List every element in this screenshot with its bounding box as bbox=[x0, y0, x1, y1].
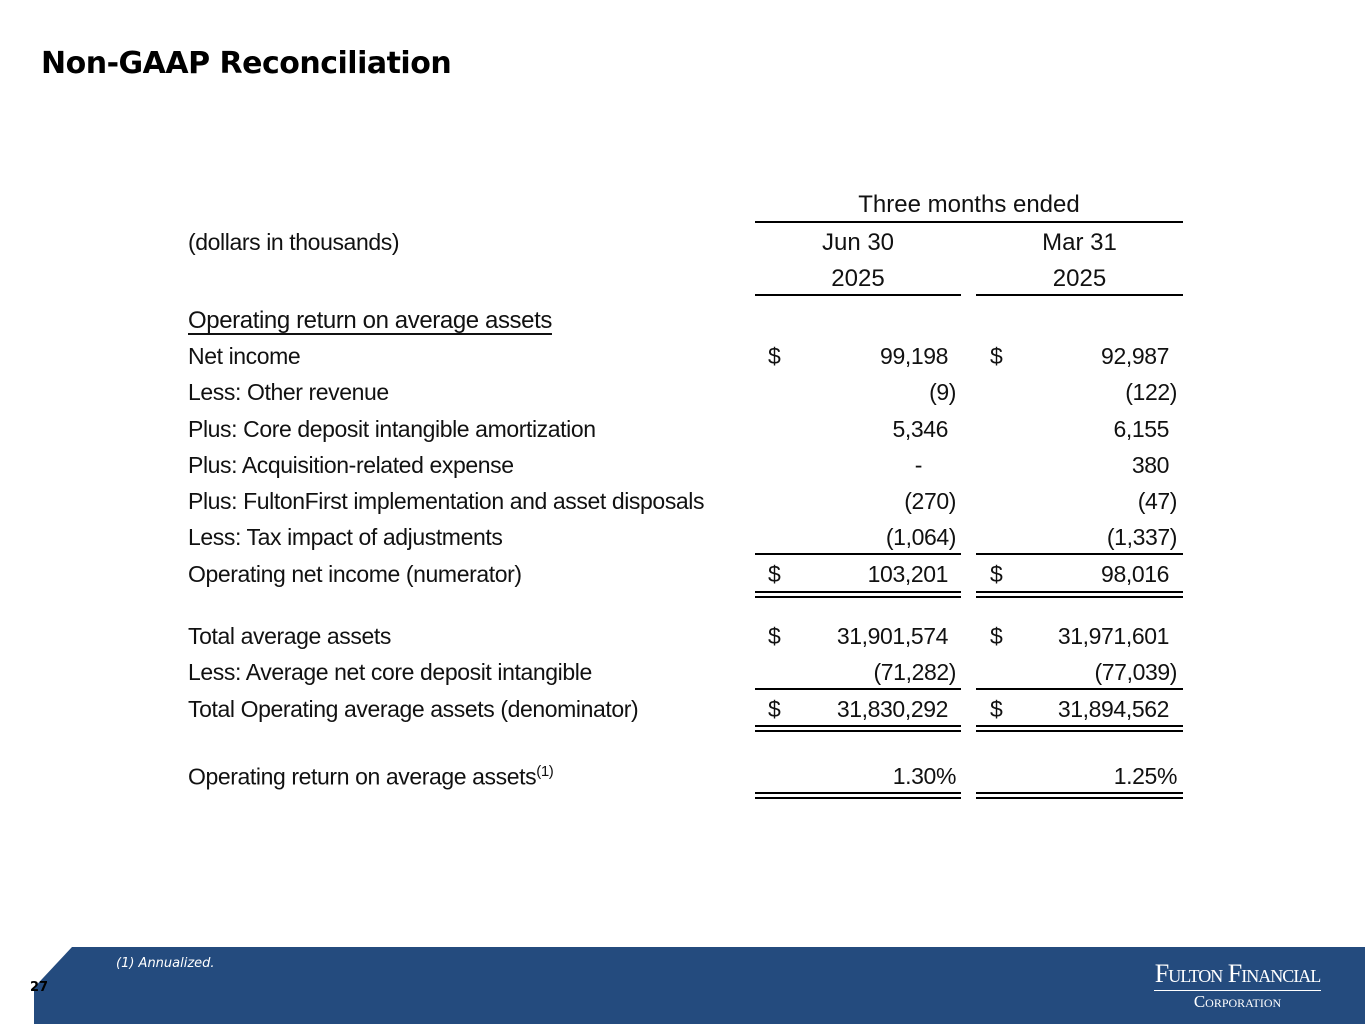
dollar-sign: $ bbox=[768, 696, 781, 722]
value-tax-impact-mar: (1,337) bbox=[1106, 524, 1177, 550]
logo-line2: Corporation bbox=[1193, 992, 1282, 1011]
fulton-financial-logo bbox=[1150, 960, 1325, 1011]
value-cdi-amortization-mar: 6,155 bbox=[1113, 416, 1169, 442]
row-label-operating-net-income: Operating net income (numerator) bbox=[188, 561, 522, 587]
units-label: (dollars in thousands) bbox=[188, 229, 400, 255]
group-header-rule bbox=[755, 221, 1183, 223]
row-label-total-operating-average-assets: Total Operating average assets (denominator) bbox=[188, 696, 639, 722]
value-average-net-cdi-mar: (77,039) bbox=[1094, 659, 1177, 685]
footnote-text: (1) Annualized. bbox=[116, 956, 215, 971]
row-label-tax-impact: Less: Tax impact of adjustments bbox=[188, 524, 503, 550]
subtotal-rule-4 bbox=[976, 688, 1183, 690]
row-label-operating-roaa bbox=[188, 763, 553, 791]
subtotal-rule-1 bbox=[755, 553, 961, 555]
value-total-average-assets-jun: 31,901,574 bbox=[836, 623, 948, 649]
row-label-operating-roaa-text: Operating return on average assets bbox=[188, 763, 537, 790]
total-double-rule-1 bbox=[755, 591, 961, 598]
dollar-sign: $ bbox=[768, 623, 781, 649]
row-label-cdi-amortization: Plus: Core deposit intangible amortization bbox=[188, 416, 596, 442]
group-header: Three months ended bbox=[858, 191, 1080, 218]
value-operating-roaa-jun: 1.30% bbox=[892, 763, 956, 789]
section-title: Operating return on average assets bbox=[188, 307, 552, 334]
value-other-revenue-jun: (9) bbox=[929, 379, 956, 405]
dollar-sign: $ bbox=[768, 561, 781, 587]
subtotal-rule-3 bbox=[755, 688, 961, 690]
row-label-acquisition-expense: Plus: Acquisition-related expense bbox=[188, 452, 514, 478]
total-double-rule-5 bbox=[755, 792, 961, 799]
dollar-sign: $ bbox=[768, 343, 781, 369]
column-year-2: 2025 bbox=[1052, 265, 1107, 292]
row-label-average-net-cdi: Less: Average net core deposit intangible bbox=[188, 659, 592, 685]
value-fultonfirst-mar: (47) bbox=[1137, 488, 1177, 514]
value-operating-roaa-mar: 1.25% bbox=[1113, 763, 1177, 789]
column-period-1: Jun 30 bbox=[821, 229, 895, 256]
column-header-rule-2 bbox=[976, 294, 1183, 296]
dollar-sign: $ bbox=[990, 623, 1003, 649]
subtotal-rule-2 bbox=[976, 553, 1183, 555]
logo-line1: Fulton Financial bbox=[1154, 959, 1321, 988]
value-other-revenue-mar: (122) bbox=[1125, 379, 1177, 405]
row-label-other-revenue: Less: Other revenue bbox=[188, 379, 389, 405]
column-year-1: 2025 bbox=[831, 265, 885, 292]
row-label-fultonfirst: Plus: FultonFirst implementation and asset disposals bbox=[188, 488, 705, 514]
value-acquisition-expense-mar: 380 bbox=[1131, 452, 1169, 478]
row-label-net-income: Net income bbox=[188, 343, 301, 369]
value-fultonfirst-jun: (270) bbox=[904, 488, 956, 514]
column-period-2: Mar 31 bbox=[1042, 229, 1117, 256]
total-double-rule-3 bbox=[755, 725, 961, 732]
column-header-rule-1 bbox=[755, 294, 961, 296]
value-acquisition-expense-jun: - bbox=[914, 452, 922, 478]
row-label-total-average-assets: Total average assets bbox=[188, 623, 391, 649]
total-double-rule-2 bbox=[976, 591, 1183, 598]
total-double-rule-6 bbox=[976, 792, 1183, 799]
dollar-sign: $ bbox=[990, 343, 1003, 369]
value-tax-impact-jun: (1,064) bbox=[885, 524, 956, 550]
logo-rule bbox=[1154, 990, 1321, 991]
value-net-income-jun: 99,198 bbox=[880, 343, 948, 369]
value-total-average-assets-mar: 31,971,601 bbox=[1057, 623, 1169, 649]
value-average-net-cdi-jun: (71,282) bbox=[873, 659, 956, 685]
dollar-sign: $ bbox=[990, 561, 1003, 587]
value-total-operating-average-assets-jun: 31,830,292 bbox=[836, 696, 948, 722]
footnote-ref: (1) bbox=[536, 763, 554, 780]
page-number: 27 bbox=[30, 980, 49, 995]
value-net-income-mar: 92,987 bbox=[1101, 343, 1169, 369]
value-total-operating-average-assets-mar: 31,894,562 bbox=[1057, 696, 1169, 722]
total-double-rule-4 bbox=[976, 725, 1183, 732]
footer-white-strip bbox=[0, 947, 34, 1024]
page-title: Non-GAAP Reconciliation bbox=[41, 46, 452, 81]
value-cdi-amortization-jun: 5,346 bbox=[892, 416, 948, 442]
value-operating-net-income-jun: 103,201 bbox=[867, 561, 948, 587]
value-operating-net-income-mar: 98,016 bbox=[1101, 561, 1169, 587]
dollar-sign: $ bbox=[990, 696, 1003, 722]
